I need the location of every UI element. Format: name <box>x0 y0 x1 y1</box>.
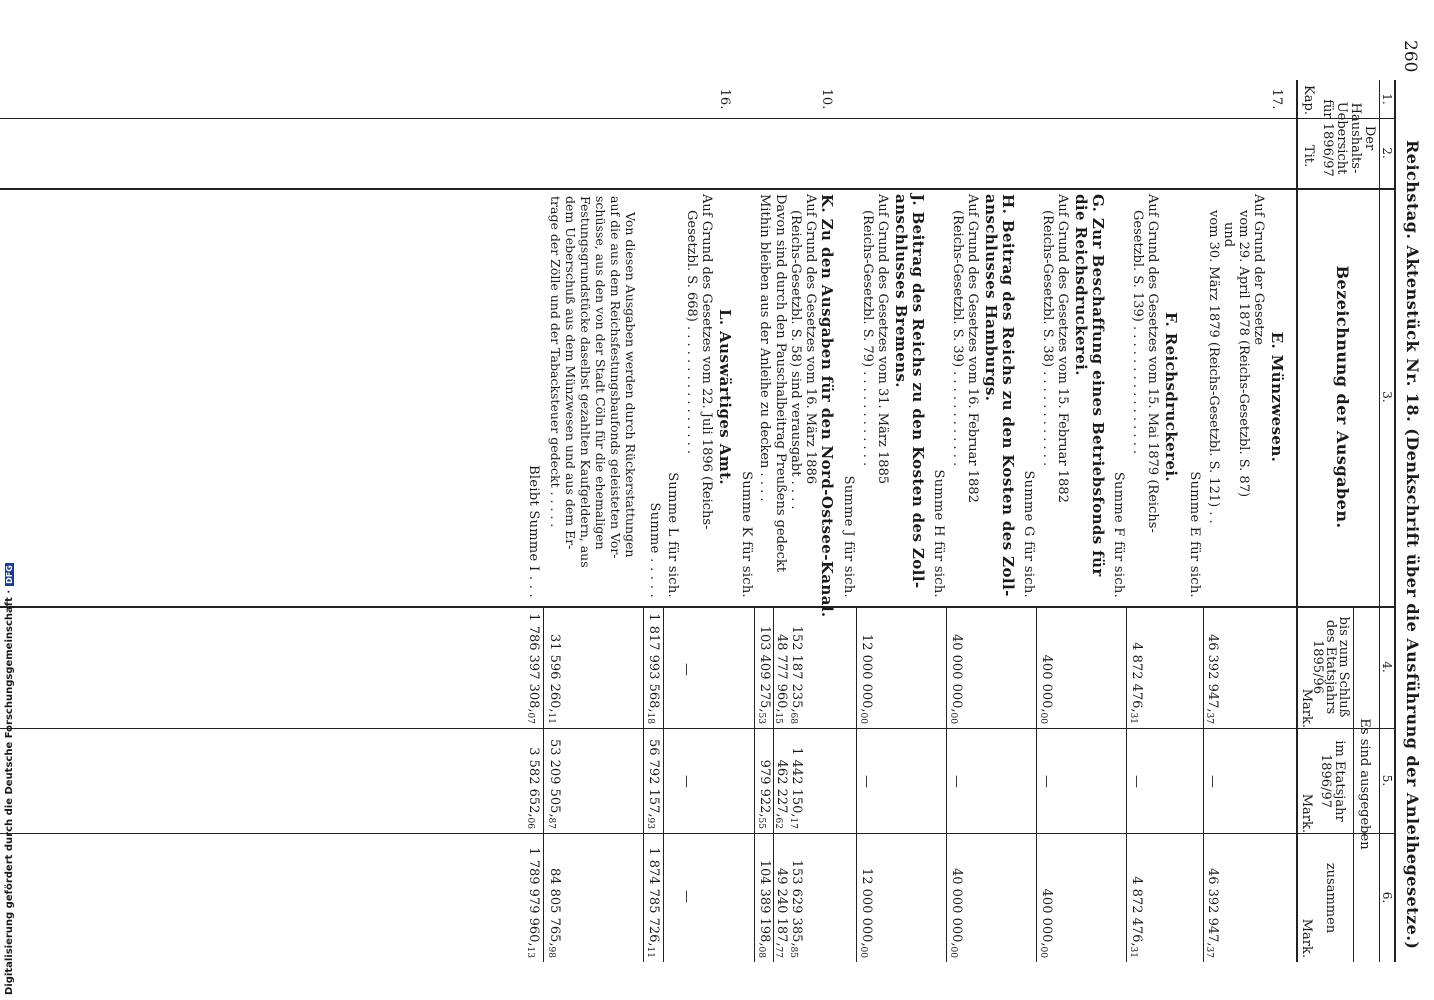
col-rule-4 <box>0 728 1396 729</box>
es-sind-rule <box>1353 606 1354 962</box>
col-rule-1 <box>0 118 1396 119</box>
bleibt-rule <box>543 606 544 962</box>
section-l-sum: Summe L für sich. <box>665 472 680 598</box>
note-value-1: 31 596 $260,_{11}$ <box>546 633 562 724</box>
section-j-line-2: (Reichs-Gesetzbl. S. 79) . . . . . . . . . . . . <box>860 210 875 467</box>
bezeichnung-header: Bezeichnung der Ausgaben. <box>1333 265 1352 529</box>
section-j-title: J. Beitrag des Reichs zu den Kosten des Zoll-anschlusses Bremens. <box>892 194 927 589</box>
k-r3-value-2: 979 $922,_{55}$ <box>756 759 772 829</box>
colnum-2: 2. <box>1380 147 1394 159</box>
k-r1-value-3: 153 629 $385,_{85}$ <box>788 859 804 958</box>
section-h-line-1: Auf Grund des Gesetzes vom 16. Februar 1882 <box>965 194 980 503</box>
page-number: 260 <box>1400 40 1420 73</box>
section-j-rule <box>856 606 857 962</box>
f-value-2: — <box>1129 775 1144 788</box>
section-k-sum: Summe K für sich. <box>739 471 754 598</box>
section-f-line-1: Auf Grund des Gesetzes vom 15. Mai 1879 (Reichs- <box>1145 194 1160 533</box>
bleibt-value-1: 1 786 397 $308,_{07}$ <box>525 613 541 724</box>
colnum-3: 3. <box>1380 391 1394 403</box>
section-j-line-1: Auf Grund des Gesetzes vom 31. März 1885 <box>875 194 890 485</box>
note-value-3: 84 805 $765,_{98}$ <box>546 867 562 958</box>
section-h-rule <box>946 606 947 962</box>
section-e-title: E. Münzwesen. <box>1268 331 1286 463</box>
col-rule-5 <box>0 833 1396 834</box>
summe-value-3: 1 874 785 $726,_{11}$ <box>645 847 661 958</box>
dfg-logo: DFG <box>5 565 14 584</box>
k-r1-value-2: 1 442 $150,_{17}$ <box>788 747 804 829</box>
note-value-2: 53 209 $505,_{87}$ <box>546 738 562 829</box>
summe-rule <box>663 606 664 962</box>
kap-header: Kap. <box>1301 85 1316 115</box>
bleibt-label: Bleibt Summe I . . . <box>526 465 541 598</box>
g-value-1: 400 $000,_{00}$ <box>1038 654 1054 724</box>
table-top-rule <box>1394 80 1396 962</box>
section-j-sum: Summe J für sich. <box>841 475 856 598</box>
f-value-3: 4 872 $476,_{31}$ <box>1128 876 1144 958</box>
section-l-title: L. Auswärtiges Amt. <box>716 308 734 486</box>
section-e-line-1: Auf Grund der Gesetze <box>1251 194 1266 346</box>
section-g-sum: Summe G für sich. <box>1021 470 1036 598</box>
section-e-line-2: vom 29. April 1878 (Reichs-Gesetzbl. S. 87) <box>1236 210 1251 498</box>
summe-value-2: 56 792 $157,_{93}$ <box>645 738 661 829</box>
f-value-1: 4 872 $476,_{31}$ <box>1128 642 1144 724</box>
section-k-rule <box>754 606 755 962</box>
g-value-2: — <box>1039 775 1054 788</box>
colnum-4: 4. <box>1380 661 1394 673</box>
h-value-3: 40 000 $000,_{00}$ <box>948 867 964 958</box>
section-f-sum: Summe F für sich. <box>1111 471 1126 598</box>
colnum-6: 6. <box>1380 891 1394 904</box>
l-value-3: — <box>679 890 694 903</box>
section-g-line-1: Auf Grund des Gesetzes vom 15. Februar 1882 <box>1055 194 1070 503</box>
j-value-1: 12 000 $000,_{00}$ <box>858 633 874 724</box>
k-r2-value-1: 48 777 $960,_{15}$ <box>773 633 789 724</box>
section-f-title: F. Reichsdruckerei. <box>1162 311 1180 483</box>
bleibt-value-3: 1 789 979 $960,_{13}$ <box>525 847 541 958</box>
colnum-1: 1. <box>1380 93 1394 105</box>
l-value-2: — <box>679 775 694 788</box>
note-line-6: trage der Zölle und der Tabacksteuer gedeckt . . . . . <box>548 196 563 528</box>
page-title: Reichstag. Aktenstück Nr. 18. (Denkschrift über die Ausführung der Anleihegesetze.) <box>1403 140 1422 950</box>
section-h-title: H. Beitrag des Reichs zu den Kosten des Zoll-anschlusses Hamburgs. <box>982 194 1017 597</box>
section-h-line-2: (Reichs-Gesetzbl. S. 39) . . . . . . . . . . . . <box>950 210 965 467</box>
k-r2-value-3: 49 240 $187,_{77}$ <box>773 867 789 958</box>
section-g-rule <box>1036 606 1037 962</box>
note-line-2: auf die aus dem Reichsfestungsbaufonds geleisteten Vor- <box>608 196 623 559</box>
section-f-rule <box>1126 606 1127 962</box>
bleibt-value-2: 3 582 $652,_{06}$ <box>525 747 541 829</box>
footer-text: Digitalisierung gefördert durch die Deutsche Forschungsgemeinschaft · <box>4 589 15 995</box>
k-r3-value-3: 104 389 $198,_{08}$ <box>756 859 772 958</box>
g-value-3: 400 $000,_{00}$ <box>1038 888 1054 958</box>
k-r1-value-1: 152 187 $235,_{68}$ <box>788 625 804 724</box>
section-k-title: K. Zu den Ausgaben für den Nord-Ostsee-Kanal. <box>818 194 836 618</box>
note-line-4: Festungsgrundstücke daselbst gezahlten Kaufgeldern, aus <box>578 196 593 568</box>
section-e-sum: Summe E für sich. <box>1187 471 1202 598</box>
k-r3-value-1: 103 409 $275,_{53}$ <box>756 625 772 724</box>
kap-17: 17. <box>1269 88 1284 110</box>
section-l-line-1: Auf Grund des Gesetzes vom 22. Juli 1896 (Reichs- <box>699 194 714 530</box>
header-bottom-rule <box>1296 80 1298 962</box>
e-value-2: — <box>1205 775 1220 788</box>
section-l-line-2: Gesetzbl. S. 668) . . . . . . . . . . . . . . . . <box>684 210 699 455</box>
mark-label-5: Mark. <box>1299 793 1314 833</box>
e-value-1: 46 392 $947,_{37}$ <box>1204 633 1220 724</box>
summe-under-rule <box>643 606 644 962</box>
j-value-2: — <box>859 775 874 788</box>
section-k-line-3: Davon sind durch den Pauschalbeitrag Preußens gedeckt <box>773 194 788 573</box>
h-value-1: 40 000 $000,_{00}$ <box>948 633 964 724</box>
section-k-line-2: (Reichs-Gesetzbl. S. 58) sind verausgabt . . . . <box>788 210 803 510</box>
j-value-3: 12 000 $000,_{00}$ <box>858 867 874 958</box>
k-r2-value-2: 462 $227,_{62}$ <box>773 759 789 829</box>
summe-label: Summe . . . . . <box>647 502 662 598</box>
section-e-line-4: vom 30. März 1879 (Reichs-Gesetzbl. S. 121) . . <box>1206 210 1221 524</box>
e-value-3: 46 392 $947,_{37}$ <box>1204 867 1220 958</box>
colnum-5: 5. <box>1380 774 1394 787</box>
section-g-title: G. Zur Beschaffung eines Betriebsfonds für die Reichsdruckerei. <box>1072 194 1107 577</box>
kap-10: 10. <box>819 88 834 110</box>
kap-16: 16. <box>717 88 732 110</box>
note-line-3: schüsse, aus den von der Stadt Cöln für die ehemaligen <box>593 196 608 550</box>
note-line-5: dem Ueberschuß aus dem Münzwesen und aus dem Er- <box>563 196 578 550</box>
es-sind-header: Es sind ausgegeben <box>1357 718 1372 850</box>
section-k-line-4: Mithin bleiben aus der Anleihe zu decken . . . . <box>757 194 772 502</box>
h-value-2: — <box>949 775 964 788</box>
digitization-footer <box>4 0 24 995</box>
section-f-line-2: Gesetzbl. S. 139) . . . . . . . . . . . . . . . . <box>1130 210 1145 455</box>
section-e-line-3: und <box>1221 222 1236 248</box>
summe-value-1: 1 817 993 $568,_{18}$ <box>645 613 661 724</box>
mark-label-6: Mark. <box>1299 918 1314 958</box>
l-value-1: — <box>679 663 694 676</box>
section-k-line-1: Auf Grund des Gesetzes vom 16. März 1886 <box>803 194 818 485</box>
col-rule-3 <box>0 606 1396 608</box>
bis-schluss-header: bis zum Schluß des Etatsjahrs 1895/96 <box>1310 616 1351 718</box>
tit-header: Tit. <box>1301 144 1316 168</box>
mark-label-4: Mark. <box>1299 688 1314 728</box>
note-line-1: Von diesen Ausgaben werden durch Rückerstattungen <box>623 212 638 558</box>
haushalt-header: Der Haushalts-Uebersicht für 1896/97 <box>1320 99 1377 177</box>
section-h-sum: Summe H für sich. <box>931 469 946 598</box>
zusammen-header: zusammen <box>1323 862 1338 934</box>
im-etatsjahr-header: im Etatsjahr 1896/97 <box>1318 740 1347 822</box>
section-g-line-2: (Reichs-Gesetzbl. S. 38) . . . . . . . . . . . . <box>1040 210 1055 467</box>
